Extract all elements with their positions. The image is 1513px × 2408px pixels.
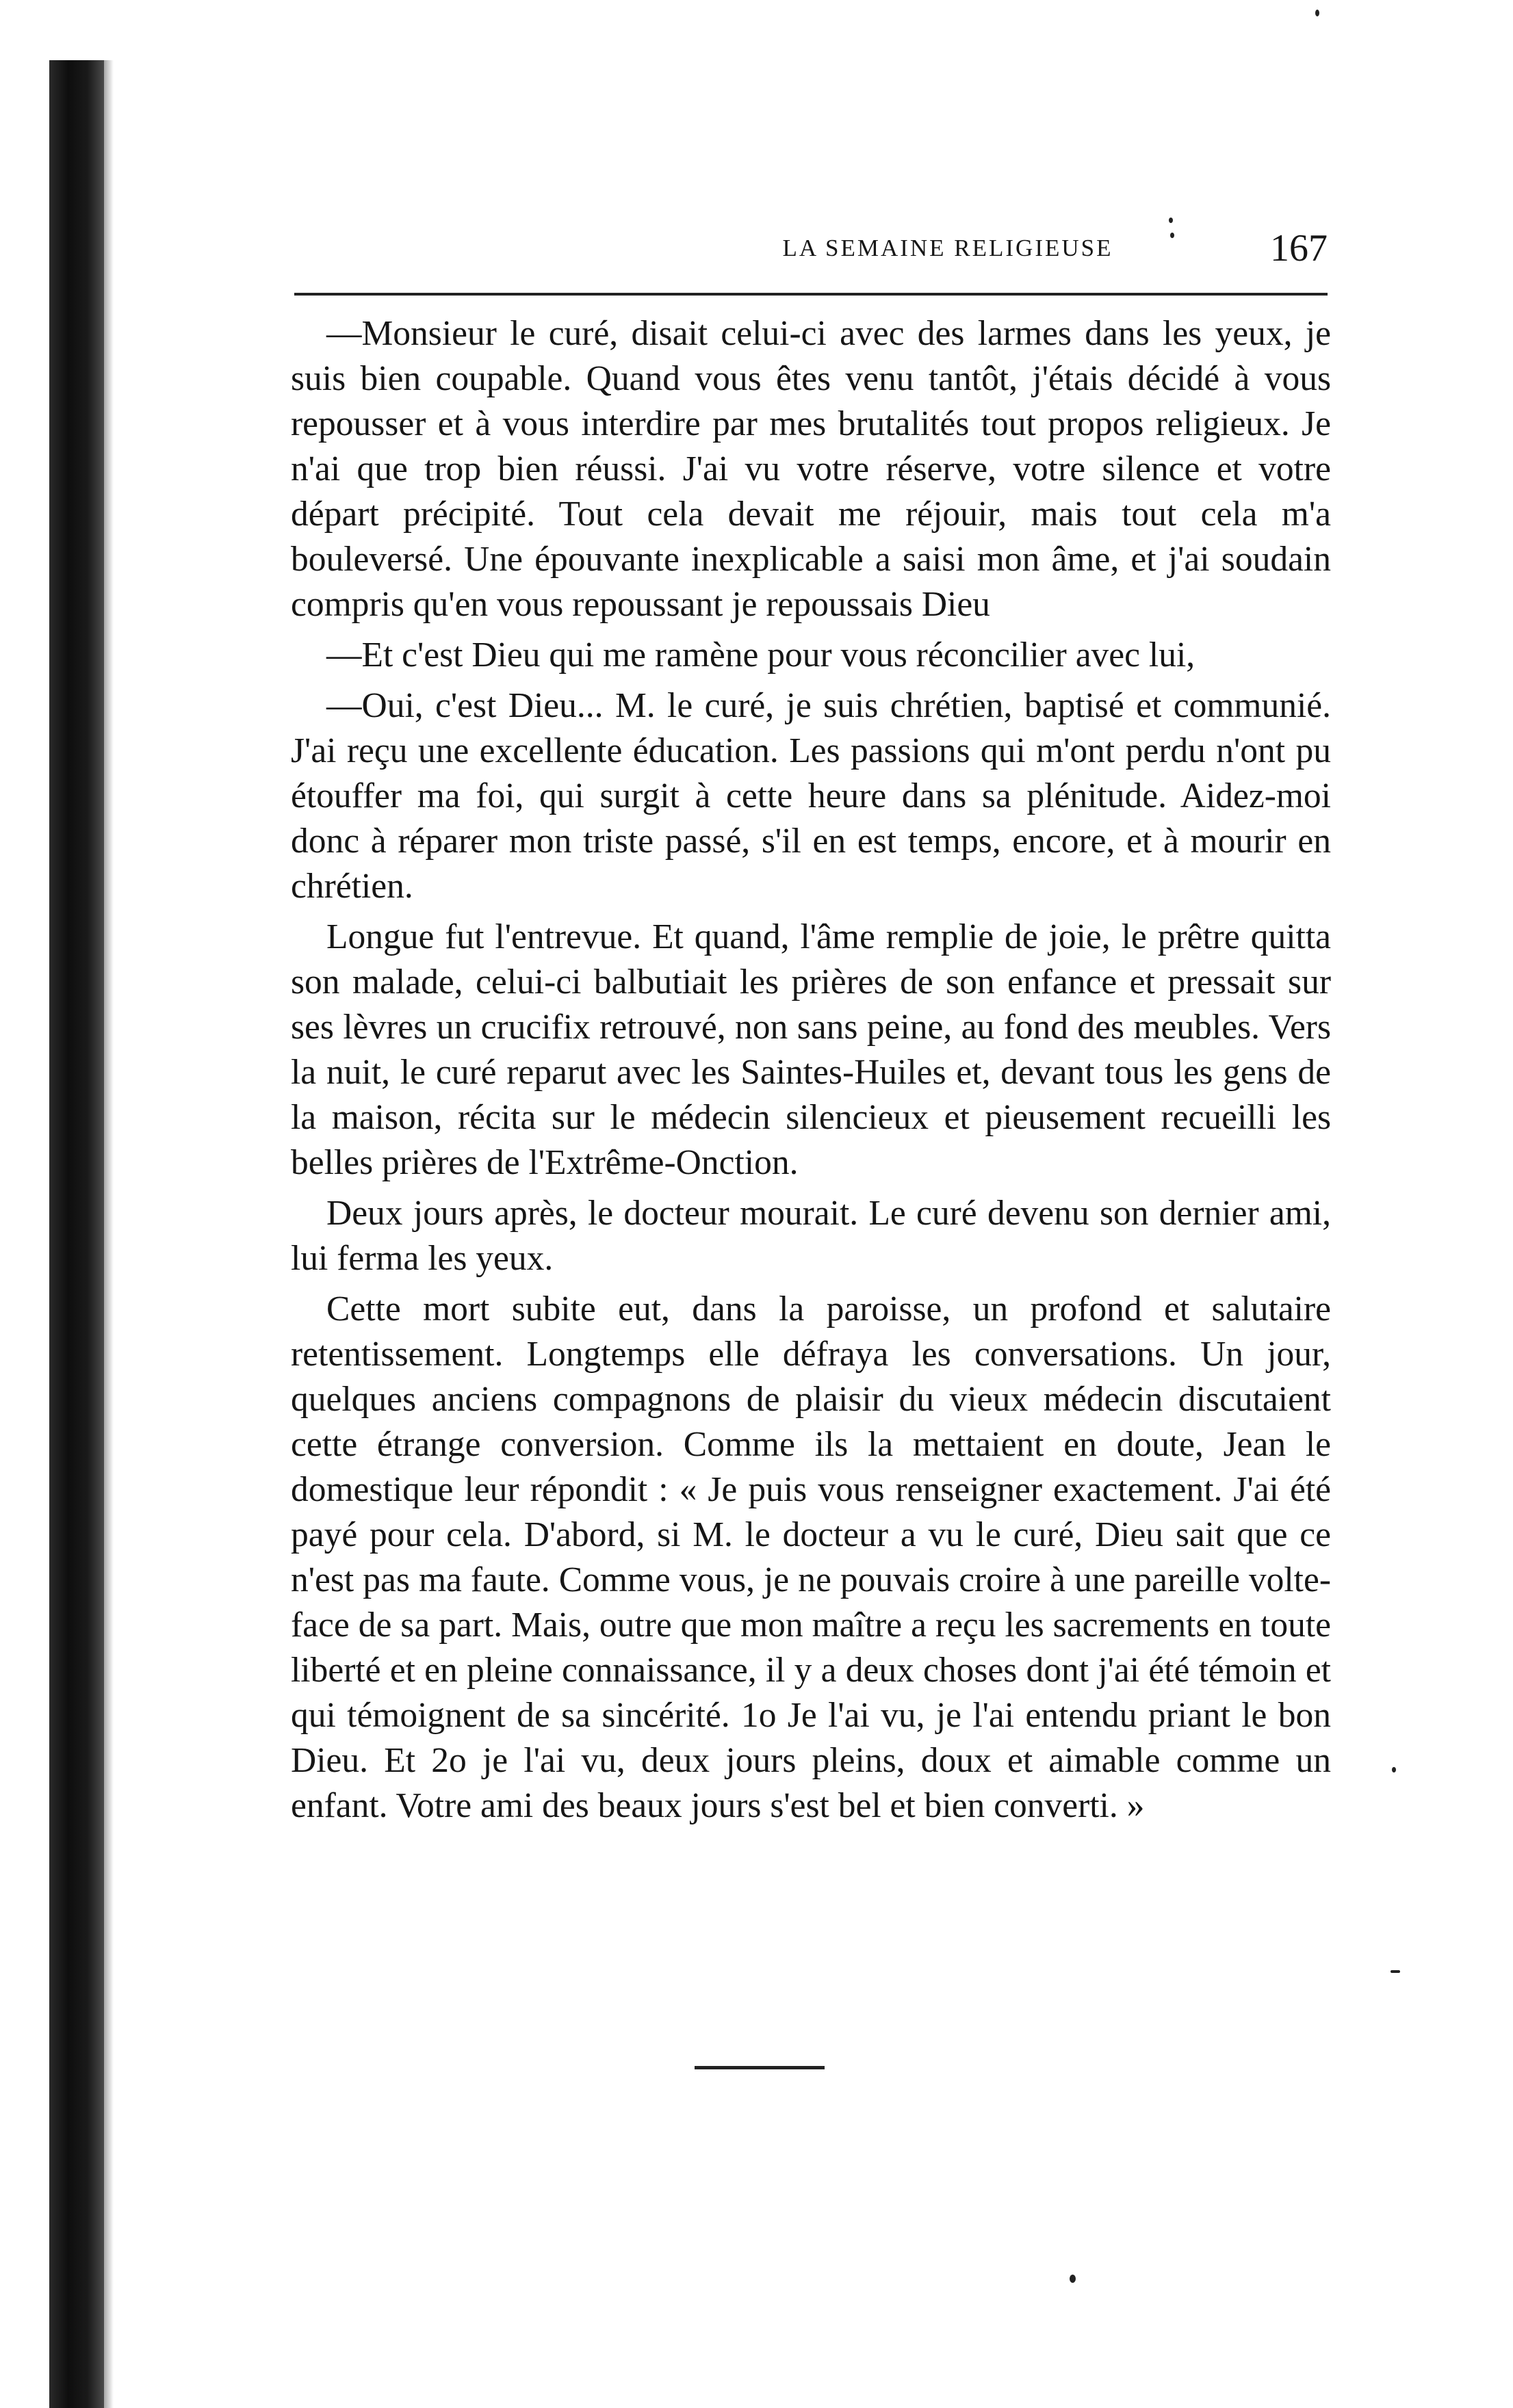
page-header xyxy=(294,218,1328,279)
paragraph-2: —Et c'est Dieu qui me ramène pour vous réconcilier avec lui, xyxy=(326,636,1195,675)
page-number: 167 xyxy=(1270,227,1328,270)
scan-speck xyxy=(1391,1970,1400,1973)
scan-speck xyxy=(1315,10,1319,16)
end-rule xyxy=(695,2066,825,2069)
paragraph-5: Deux jours après, le docteur mourait. Le curé devenu son dernier ami, lui ferma les yeux. xyxy=(291,1194,1331,1278)
scan-speck xyxy=(1070,2275,1076,2283)
paragraph-6: Cette mort subite eut, dans la paroisse, un profond et salutaire retentissement. Longtemps elle défraya les conversations. Un jour, quelques anciens compagnons de plaisir du vieux médecin discutaient cette étrange conversion. Comme ils la mettaient en doute, Jean le domestique leur répondit : « Je puis vous renseigner exactement. J'ai été payé pour cela. D'abord, si M. le docteur a vu le curé, Dieu sait que ce n'est pas ma faute. Comme vous, je ne pouvais croire à une pareille volte-face de sa part. Mais, outre que mon maître a reçu les sacrements en toute liberté et en pleine connaissance, il y a deux choses dont j'ai été témoin et qui témoignent de sa sincérité. 1o Je l'ai vu, je l'ai entendu priant le bon Dieu. Et 2o je l'ai vu, deux jours pleins, doux et aimable comme un enfant. Votre ami des beaux jours s'est bel et bien converti. » xyxy=(291,1290,1331,1825)
header-rule xyxy=(294,293,1328,296)
paragraph-1: —Monsieur le curé, disait celui-ci avec des larmes dans les yeux, je suis bien coupable. Quand vous êtes venu tantôt, j'étais décidé à vous repousser et à vous interdire par mes brutalités tout propos religieux. Je n'ai que trop bien réussi. J'ai vu votre réserve, votre silence et votre départ précipité. Tout cela devait me réjouir, mais tout cela m'a bouleversé. Une épouvante inexplicable a saisi mon âme, et j'ai soudain compris qu'en vous repoussant je repoussais Dieu xyxy=(291,314,1331,624)
running-title: LA SEMAINE RELIGIEUSE xyxy=(782,235,1113,261)
scan-speck xyxy=(1392,1767,1396,1772)
binding-edge xyxy=(49,60,104,2408)
body-text xyxy=(291,311,1331,1834)
paragraph-3: —Oui, c'est Dieu... M. le curé, je suis chrétien, baptisé et communié. J'ai reçu une excellente éducation. Les passions qui m'ont perdu n'ont pu étouffer ma foi, qui surgit à cette heure dans sa plénitude. Aidez-moi donc à réparer mon triste passé, s'il en est temps, encore, et à mourir en chrétien. xyxy=(291,686,1331,906)
paragraph-4: Longue fut l'entrevue. Et quand, l'âme remplie de joie, le prêtre quitta son malade, celui-ci balbutiait les prières de son enfance et pressait sur ses lèvres un crucifix retrouvé, non sans peine, au fond des meubles. Vers la nuit, le curé reparut avec les Saintes-Huiles et, devant tous les gens de la maison, récita sur le médecin silencieux et pieusement recueilli les belles prières de l'Extrême-Onction. xyxy=(291,917,1331,1182)
